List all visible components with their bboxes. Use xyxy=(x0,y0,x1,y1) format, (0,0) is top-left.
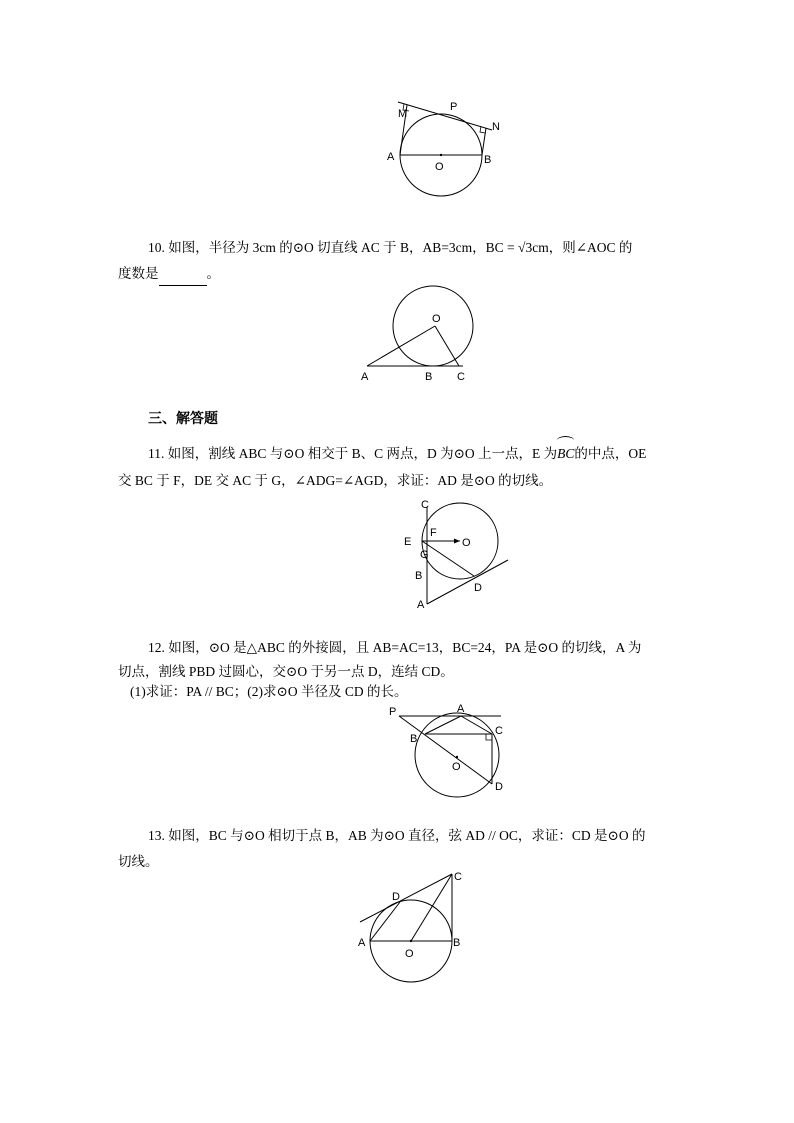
q12-label-p: P xyxy=(389,706,397,718)
answer-blank[interactable] xyxy=(159,270,207,286)
q11-line2 xyxy=(118,469,552,493)
q10-line2 xyxy=(118,262,220,286)
section-title: 三、解答题 xyxy=(148,410,218,426)
figure-q11 xyxy=(398,494,513,612)
q11-label-b: B xyxy=(415,570,423,582)
q11-arc-text: BC xyxy=(557,446,575,461)
q10-label-a: A xyxy=(361,371,369,383)
q13-label-b: B xyxy=(453,937,461,949)
q11-label-f: F xyxy=(430,527,437,539)
q10-label-o: O xyxy=(432,313,441,325)
q10-math: BC = √3cm xyxy=(485,240,549,255)
q13-label-o: O xyxy=(405,948,414,960)
fig1-label-m: M xyxy=(398,108,408,120)
q12-line1 xyxy=(148,636,641,660)
figure-q13 xyxy=(352,866,477,991)
q13-text2: 切线。 xyxy=(118,854,159,869)
q12-text3: (1)求证：PA // BC；(2)求⊙O 半径及 CD 的长。 xyxy=(130,684,408,699)
q10-text4: 。 xyxy=(206,266,220,281)
q12-label-o: O xyxy=(452,761,461,773)
q12-label-d: D xyxy=(495,781,503,793)
q11-label-c: C xyxy=(421,499,429,511)
q10-line1 xyxy=(148,236,632,260)
q10-label-b: B xyxy=(425,371,433,383)
fig1-label-b: B xyxy=(484,154,492,166)
q13-label-a: A xyxy=(358,937,366,949)
q11-line1 xyxy=(148,442,646,466)
q13-label-d: D xyxy=(392,891,400,903)
q11-label-e: E xyxy=(404,536,412,548)
q12-line3 xyxy=(130,680,407,704)
q12-text1: 12. 如图，⊙O 是△ABC 的外接圆，且 AB=AC=13，BC=24，PA 是⊙O 的切线，A 为 xyxy=(148,640,642,655)
q13-label-c: C xyxy=(454,871,462,883)
q12-label-a: A xyxy=(457,703,465,715)
q11-text1a: 11. 如图，割线 ABC 与⊙O 相交于 B、C 两点，D 为⊙O 上一点，E 为 xyxy=(148,446,558,461)
q12-label-b: B xyxy=(410,733,418,745)
figure-tangent-lines xyxy=(380,92,510,202)
q11-text2: 交 BC 于 F，DE 交 AC 于 G，∠ADG=∠AGD，求证：AD 是⊙O 的切线。 xyxy=(118,473,553,488)
q13-line1 xyxy=(148,824,645,848)
q10-text1: 10. 如图，半径为 3cm 的⊙O 切直线 AC 于 B，AB=3cm， xyxy=(148,240,486,255)
figure-q12 xyxy=(385,700,510,800)
q13-text1: 13. 如图，BC 与⊙O 相切于点 B，AB 为⊙O 直径，弦 AD // OC，求证：CD 是⊙O 的 xyxy=(148,828,646,843)
q12-label-c: C xyxy=(495,725,503,737)
q11-text1b: 的中点，OE xyxy=(574,446,647,461)
figure-q10 xyxy=(355,282,485,387)
q11-label-g: G xyxy=(420,549,429,561)
q11-label-a: A xyxy=(417,599,425,611)
q11-label-d: D xyxy=(474,582,482,594)
fig1-label-a: A xyxy=(387,151,395,163)
q11-label-o: O xyxy=(462,537,471,549)
q10-text3: 度数是 xyxy=(118,266,159,281)
fig1-label-o: O xyxy=(435,161,444,173)
q11-arc-bc xyxy=(557,442,574,466)
q10-label-c: C xyxy=(457,371,465,383)
fig1-label-n: N xyxy=(492,121,500,133)
q10-text2: ，则∠AOC 的 xyxy=(548,240,633,255)
arc-mark xyxy=(557,436,574,445)
q13-line2 xyxy=(118,850,159,874)
q12-text2: 切点，割线 PBD 过圆心，交⊙O 于另一点 D，连结 CD。 xyxy=(118,664,454,679)
fig1-label-p: P xyxy=(450,101,458,113)
